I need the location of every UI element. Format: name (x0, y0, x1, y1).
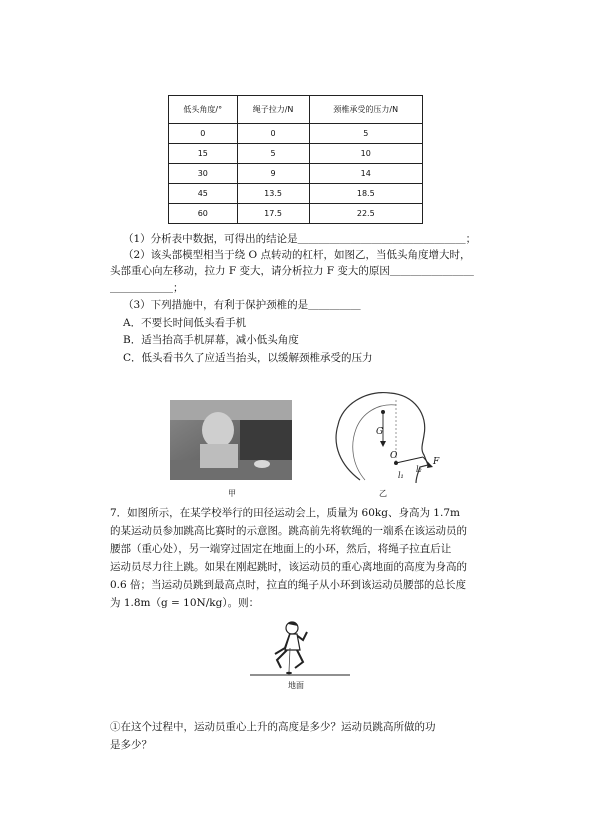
table-cell: 14 (309, 164, 422, 184)
question-2-line-1: （2）该头部模型相当于绕 O 点转动的杠杆，如图乙，当低头角度增大时， (123, 249, 471, 261)
label-l2: l₂ (416, 465, 422, 474)
problem-7-line-5: 0.6 倍；当运动员跳到最高点时，拉直的绳子从小环到该运动员腰部的总长度 (110, 579, 467, 591)
table-row (169, 144, 423, 164)
table-cell: 22.5 (309, 204, 422, 224)
table-cell: 0 (237, 124, 309, 144)
question-2-line-3: ＿＿＿＿＿＿； (110, 282, 184, 294)
table-row (169, 164, 423, 184)
table-header-row (169, 96, 423, 124)
photo-figure-jia (170, 400, 292, 480)
problem-7-line-1: 7．如图所示，在某学校举行的田径运动会上，质量为 60kg、身高为 1.7m (110, 507, 460, 519)
table-header: 绳子拉力/N (237, 96, 309, 124)
table-cell: 13.5 (237, 184, 309, 204)
question-2-line-2: 头部重心向左移动，拉力 F 变大，请分析拉力 F 变大的原因＿＿＿＿＿＿＿＿ (110, 265, 474, 277)
table-cell: 18.5 (309, 184, 422, 204)
label-f: F (433, 457, 440, 467)
caption-yi: 乙 (379, 489, 387, 498)
table-cell: 9 (237, 164, 309, 184)
label-o: O (390, 451, 398, 461)
data-table (168, 95, 423, 224)
table-cell: 15 (169, 144, 238, 164)
problem-7-line-3: 腰部（重心处），另一端穿过固定在地面上的小环，然后，将绳子拉直后让 (110, 543, 452, 555)
problem-7-line-2: 的某运动员参加跳高比赛时的示意图。跳高前先将软绳的一端系在该运动员的 (110, 525, 467, 537)
label-l1: l₁ (398, 471, 404, 480)
caption-jia: 甲 (228, 489, 236, 498)
table-row (169, 204, 423, 224)
table-cell: 60 (169, 204, 238, 224)
table-header: 低头角度/° (169, 96, 238, 124)
table-cell: 17.5 (237, 204, 309, 224)
table-header: 颈椎承受的压力/N (309, 96, 422, 124)
table-cell: 0 (169, 124, 238, 144)
option-c: C．低头看书久了应适当抬头，以缓解颈椎承受的压力 (123, 352, 373, 364)
sub-question-1-line-2: 是多少？ (110, 739, 152, 751)
problem-7-line-4: 运动员尽力往上跳。如果在刚起跳时，该运动员的重心离地面的高度为身高的 (110, 561, 467, 573)
head-lever-diagram (320, 385, 450, 485)
table-cell: 30 (169, 164, 238, 184)
ground-label: 地面 (288, 681, 304, 690)
jumper-svg (245, 618, 355, 680)
table-row (169, 124, 423, 144)
question-1: （1）分析表中数据，可得出的结论是＿＿＿＿＿＿＿＿＿＿＿＿＿＿＿＿； (123, 233, 477, 245)
problem-7-line-6: 为 1.8m（g = 10N/kg）。则： (110, 597, 260, 609)
label-g: G (376, 427, 384, 437)
sub-question-1-line-1: ①在这个过程中，运动员重心上升的高度是多少？运动员跳高所做的功 (110, 721, 436, 733)
high-jump-figure (245, 618, 355, 680)
table-cell: 5 (309, 124, 422, 144)
question-3: （3）下列措施中，有利于保护颈椎的是＿＿＿＿＿ (123, 299, 361, 311)
option-b: B．适当抬高手机屏幕，减小低头角度 (123, 334, 299, 346)
table-row (169, 184, 423, 204)
table-cell: 45 (169, 184, 238, 204)
photo-image (170, 400, 292, 480)
table-cell: 5 (237, 144, 309, 164)
table-cell: 10 (309, 144, 422, 164)
option-a: A．不要长时间低头看手机 (123, 317, 247, 329)
head-lever-svg (320, 385, 450, 485)
